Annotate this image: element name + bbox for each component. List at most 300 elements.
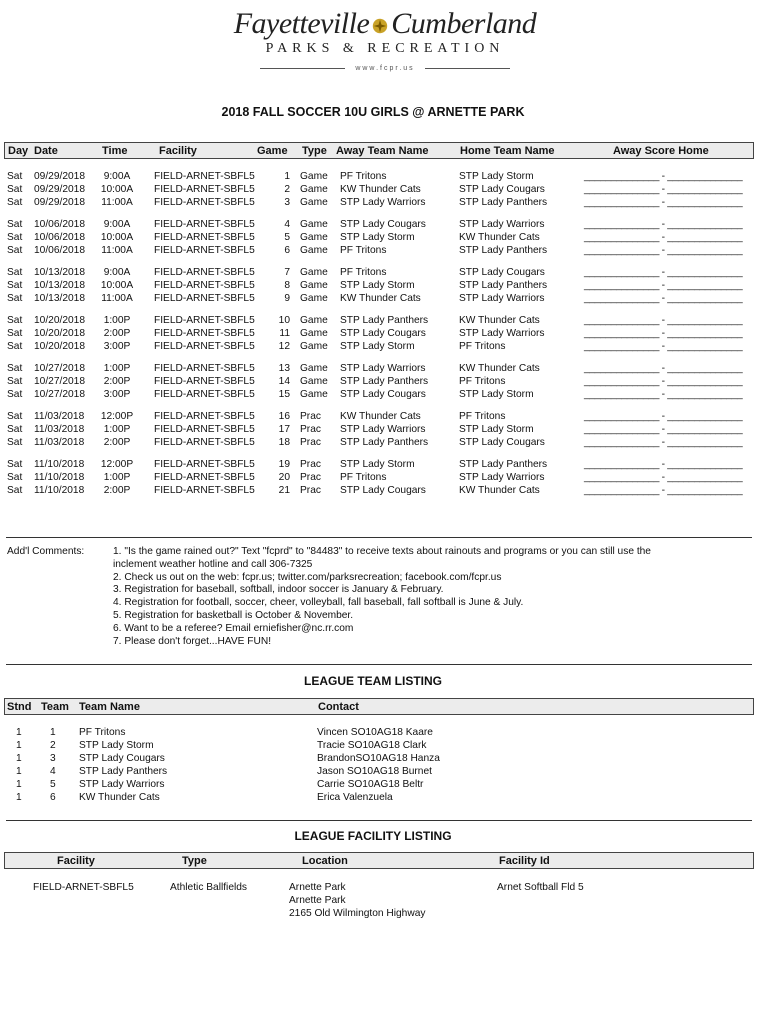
cell-day: Sat — [7, 424, 23, 435]
cell-day: Sat — [7, 341, 23, 352]
logo-subtitle: PARKS & RECREATION — [265, 41, 505, 56]
cell-game: 3 — [284, 197, 290, 208]
cell-time: 2:00P — [103, 485, 131, 496]
facility-location-1: Arnette Park — [289, 882, 346, 893]
cell-home: KW Thunder Cats — [459, 485, 540, 496]
table-row — [0, 340, 770, 353]
cell-away: STP Lady Panthers — [340, 315, 429, 326]
table-row — [0, 218, 770, 231]
divider — [6, 537, 752, 538]
score-blank: ______________ - ______________ — [584, 437, 743, 448]
cell-away: STP Lady Warriors — [340, 363, 426, 374]
cell-game: 2 — [284, 184, 290, 195]
cell-date: 11/03/2018 — [34, 437, 85, 448]
cell-time: 11:00A — [101, 293, 133, 304]
cell-home: STP Lady Warriors — [459, 472, 545, 483]
cell-date: 10/06/2018 — [34, 219, 85, 230]
cell-facility: FIELD-ARNET-SBFL5 — [154, 459, 255, 470]
cell-game: 12 — [278, 341, 290, 352]
cell-type: Prac — [300, 472, 321, 483]
col-contact: Contact — [318, 701, 359, 713]
cell-home: STP Lady Storm — [459, 171, 534, 182]
cell-home: KW Thunder Cats — [459, 232, 540, 243]
cell-date: 11/10/2018 — [34, 459, 85, 470]
cell-home: STP Lady Warriors — [459, 293, 545, 304]
game-week-group — [0, 218, 770, 257]
table-row — [0, 484, 770, 497]
cell-type: Game — [300, 293, 328, 304]
cell-away: STP Lady Storm — [340, 280, 415, 291]
cell-away: STP Lady Cougars — [340, 219, 426, 230]
cell-game: 19 — [278, 459, 290, 470]
cell-day: Sat — [7, 184, 23, 195]
cell-home: STP Lady Cougars — [459, 267, 545, 278]
comment-line: 1. "Is the game rained out?" Text "fcprd" to "84483" to receive texts about rainouts and programs or you can still use the — [113, 546, 651, 557]
score-blank: ______________ - ______________ — [584, 341, 743, 352]
table-row — [0, 388, 770, 401]
cell-facility: FIELD-ARNET-SBFL5 — [154, 232, 255, 243]
cell-facility: FIELD-ARNET-SBFL5 — [154, 376, 255, 387]
col-type: Type — [302, 145, 327, 157]
cell-stnd: 1 — [16, 779, 22, 790]
cell-home: STP Lady Panthers — [459, 459, 548, 470]
cell-time: 10:00A — [100, 280, 134, 291]
cell-day: Sat — [7, 280, 23, 291]
agency-logo — [0, 8, 770, 74]
comments-list — [113, 546, 673, 648]
cell-facility: FIELD-ARNET-SBFL5 — [154, 293, 255, 304]
cell-stnd: 1 — [16, 792, 22, 803]
table-row — [0, 170, 770, 183]
score-blank: ______________ - ______________ — [584, 197, 743, 208]
score-blank: ______________ - ______________ — [584, 184, 743, 195]
cell-home: PF Tritons — [459, 376, 506, 387]
divider — [6, 664, 752, 665]
score-blank: ______________ - ______________ — [584, 459, 743, 470]
cell-time: 12:00P — [100, 459, 134, 470]
cell-date: 10/20/2018 — [34, 315, 85, 326]
facility-listing-title: LEAGUE FACILITY LISTING — [294, 829, 452, 843]
table-row — [0, 436, 770, 449]
cell-time: 11:00A — [101, 197, 133, 208]
cell-contact: Vincen SO10AG18 Kaare — [317, 727, 433, 738]
cell-date: 10/06/2018 — [34, 245, 85, 256]
cell-contact: Erica Valenzuela — [317, 792, 393, 803]
cell-team: 5 — [50, 779, 56, 790]
cell-away: PF Tritons — [340, 472, 387, 483]
cell-day: Sat — [7, 485, 23, 496]
cell-game: 1 — [284, 171, 290, 182]
cell-type: Prac — [300, 459, 321, 470]
cell-home: STP Lady Storm — [459, 389, 534, 400]
score-blank: ______________ - ______________ — [584, 245, 743, 256]
table-row — [0, 458, 770, 471]
cell-day: Sat — [7, 411, 23, 422]
cell-date: 10/27/2018 — [34, 376, 85, 387]
fleur-emblem-icon — [371, 17, 389, 35]
table-row — [0, 292, 770, 305]
score-blank: ______________ - ______________ — [584, 267, 743, 278]
cell-facility: FIELD-ARNET-SBFL5 — [154, 472, 255, 483]
cell-away: STP Lady Panthers — [340, 437, 429, 448]
cell-name: PF Tritons — [79, 727, 126, 738]
divider — [6, 820, 752, 821]
table-row — [0, 471, 770, 484]
cell-facility: FIELD-ARNET-SBFL5 — [154, 341, 255, 352]
logo-word-left: Fayetteville — [233, 7, 370, 40]
game-week-group — [0, 458, 770, 497]
cell-away: STP Lady Storm — [340, 459, 415, 470]
cell-date: 10/13/2018 — [34, 267, 85, 278]
cell-date: 09/29/2018 — [34, 171, 85, 182]
logo-word-right: Cumberland — [391, 7, 537, 40]
col-game: Game — [257, 145, 288, 157]
cell-day: Sat — [7, 376, 23, 387]
cell-time: 1:00P — [103, 363, 131, 374]
comment-line: 6. Want to be a referee? Email erniefisher@nc.rr.com — [113, 622, 354, 634]
col-facility-id: Facility Id — [499, 855, 550, 867]
cell-away: STP Lady Warriors — [340, 197, 426, 208]
cell-away: STP Lady Cougars — [340, 485, 426, 496]
cell-name: STP Lady Panthers — [79, 766, 168, 777]
cell-away: STP Lady Panthers — [340, 376, 429, 387]
col-away: Away Team Name — [336, 145, 429, 157]
cell-day: Sat — [7, 315, 23, 326]
score-blank: ______________ - ______________ — [584, 219, 743, 230]
table-row — [0, 778, 770, 791]
team-listing-table — [0, 726, 770, 804]
facility-id: Arnet Softball Fld 5 — [497, 882, 584, 893]
game-week-group — [0, 362, 770, 401]
cell-type: Game — [300, 197, 328, 208]
cell-name: KW Thunder Cats — [79, 792, 160, 803]
cell-type: Game — [300, 363, 328, 374]
cell-facility: FIELD-ARNET-SBFL5 — [154, 328, 255, 339]
cell-date: 11/10/2018 — [34, 485, 85, 496]
cell-game: 9 — [284, 293, 290, 304]
cell-home: KW Thunder Cats — [459, 315, 540, 326]
cell-game: 20 — [278, 472, 290, 483]
cell-contact: Tracie SO10AG18 Clark — [317, 740, 427, 751]
cell-type: Game — [300, 376, 328, 387]
cell-type: Game — [300, 328, 328, 339]
facility-type: Athletic Ballfields — [170, 882, 248, 893]
cell-type: Game — [300, 219, 328, 230]
cell-home: STP Lady Cougars — [459, 184, 545, 195]
cell-home: STP Lady Warriors — [459, 328, 545, 339]
col-facility-type: Type — [182, 855, 207, 867]
score-blank: ______________ - ______________ — [584, 472, 743, 483]
table-row — [0, 244, 770, 257]
facility-location-2: Arnette Park — [289, 895, 346, 906]
cell-game: 7 — [284, 267, 290, 278]
table-row — [0, 231, 770, 244]
cell-time: 11:00A — [101, 245, 133, 256]
cell-game: 14 — [278, 376, 290, 387]
table-row — [0, 375, 770, 388]
cell-facility: FIELD-ARNET-SBFL5 — [154, 171, 255, 182]
col-team: Team — [41, 701, 69, 713]
cell-time: 1:00P — [103, 472, 131, 483]
cell-away: STP Lady Storm — [340, 341, 415, 352]
cell-time: 2:00P — [103, 437, 131, 448]
col-stnd: Stnd — [7, 701, 32, 713]
cell-day: Sat — [7, 293, 23, 304]
cell-facility: FIELD-ARNET-SBFL5 — [154, 245, 255, 256]
table-row — [0, 410, 770, 423]
cell-facility: FIELD-ARNET-SBFL5 — [154, 411, 255, 422]
col-score: Away Score Home — [613, 145, 709, 157]
schedule-table — [0, 170, 770, 506]
table-row — [0, 765, 770, 778]
cell-home: KW Thunder Cats — [459, 363, 540, 374]
score-blank: ______________ - ______________ — [584, 293, 743, 304]
table-row — [0, 726, 770, 739]
cell-day: Sat — [7, 437, 23, 448]
cell-home: STP Lady Panthers — [459, 280, 548, 291]
team-listing-header — [4, 698, 754, 715]
table-row — [0, 362, 770, 375]
col-location: Location — [302, 855, 348, 867]
cell-away: PF Tritons — [340, 245, 387, 256]
cell-contact: Jason SO10AG18 Burnet — [317, 766, 432, 777]
cell-team: 3 — [50, 753, 56, 764]
cell-date: 10/13/2018 — [34, 280, 85, 291]
score-blank: ______________ - ______________ — [584, 363, 743, 374]
cell-type: Game — [300, 389, 328, 400]
schedule-header — [4, 142, 754, 159]
cell-game: 5 — [284, 232, 290, 243]
score-blank: ______________ - ______________ — [584, 232, 743, 243]
cell-day: Sat — [7, 171, 23, 182]
comment-line: 2. Check us out on the web: fcpr.us; twitter.com/parksrecreation; facebook.com/fcpr.us — [113, 571, 502, 583]
cell-time: 1:00P — [103, 315, 131, 326]
logo-wordmark — [0, 8, 770, 40]
cell-home: PF Tritons — [459, 411, 506, 422]
cell-team: 2 — [50, 740, 56, 751]
cell-time: 9:00A — [103, 267, 131, 278]
cell-game: 13 — [278, 363, 290, 374]
cell-type: Prac — [300, 411, 321, 422]
cell-stnd: 1 — [16, 740, 22, 751]
cell-home: STP Lady Panthers — [459, 197, 548, 208]
cell-team: 6 — [50, 792, 56, 803]
table-row — [0, 183, 770, 196]
game-week-group — [0, 170, 770, 209]
cell-time: 10:00A — [100, 232, 134, 243]
col-day: Day — [8, 145, 29, 157]
cell-time: 3:00P — [103, 389, 131, 400]
cell-facility: FIELD-ARNET-SBFL5 — [154, 315, 255, 326]
comment-line: 7. Please don't forget...HAVE FUN! — [113, 635, 272, 647]
score-blank: ______________ - ______________ — [584, 389, 743, 400]
table-row — [0, 279, 770, 292]
cell-away: KW Thunder Cats — [340, 184, 421, 195]
cell-game: 10 — [278, 315, 290, 326]
table-row — [0, 266, 770, 279]
cell-date: 09/29/2018 — [34, 184, 85, 195]
cell-date: 10/06/2018 — [34, 232, 85, 243]
cell-game: 17 — [278, 424, 290, 435]
cell-home: STP Lady Panthers — [459, 245, 548, 256]
cell-day: Sat — [7, 232, 23, 243]
game-week-group — [0, 266, 770, 305]
comment-line: inclement weather hotline and call 306-7325 — [113, 558, 313, 570]
cell-type: Game — [300, 171, 328, 182]
cell-time: 2:00P — [103, 376, 131, 387]
team-listing-title: LEAGUE TEAM LISTING — [304, 674, 442, 688]
cell-time: 9:00A — [103, 171, 131, 182]
cell-day: Sat — [7, 328, 23, 339]
cell-home: STP Lady Cougars — [459, 437, 545, 448]
score-blank: ______________ - ______________ — [584, 315, 743, 326]
cell-away: KW Thunder Cats — [340, 293, 421, 304]
cell-away: KW Thunder Cats — [340, 411, 421, 422]
col-date: Date — [34, 145, 58, 157]
cell-away: STP Lady Warriors — [340, 424, 426, 435]
table-row — [0, 327, 770, 340]
score-blank: ______________ - ______________ — [584, 411, 743, 422]
cell-time: 10:00A — [100, 184, 134, 195]
cell-time: 1:00P — [103, 424, 131, 435]
cell-name: STP Lady Warriors — [79, 779, 165, 790]
cell-game: 18 — [278, 437, 290, 448]
facility-name: FIELD-ARNET-SBFL5 — [33, 882, 134, 893]
cell-game: 21 — [278, 485, 290, 496]
game-week-group — [0, 314, 770, 353]
cell-type: Prac — [300, 424, 321, 435]
cell-game: 15 — [278, 389, 290, 400]
table-row — [0, 739, 770, 752]
cell-facility: FIELD-ARNET-SBFL5 — [154, 219, 255, 230]
table-row — [0, 423, 770, 436]
cell-day: Sat — [7, 389, 23, 400]
cell-away: STP Lady Cougars — [340, 389, 426, 400]
cell-type: Game — [300, 267, 328, 278]
cell-contact: BrandonSO10AG18 Hanza — [317, 753, 440, 764]
cell-name: STP Lady Cougars — [79, 753, 165, 764]
cell-date: 10/20/2018 — [34, 341, 85, 352]
cell-time: 9:00A — [103, 219, 131, 230]
cell-date: 10/20/2018 — [34, 328, 85, 339]
score-blank: ______________ - ______________ — [584, 280, 743, 291]
cell-game: 16 — [278, 411, 290, 422]
cell-day: Sat — [7, 472, 23, 483]
cell-type: Prac — [300, 437, 321, 448]
cell-team: 4 — [50, 766, 56, 777]
cell-facility: FIELD-ARNET-SBFL5 — [154, 280, 255, 291]
cell-facility: FIELD-ARNET-SBFL5 — [154, 363, 255, 374]
cell-team: 1 — [50, 727, 56, 738]
cell-facility: FIELD-ARNET-SBFL5 — [154, 267, 255, 278]
cell-day: Sat — [7, 219, 23, 230]
table-row — [0, 314, 770, 327]
cell-game: 8 — [284, 280, 290, 291]
table-row — [0, 752, 770, 765]
score-blank: ______________ - ______________ — [584, 376, 743, 387]
col-facility: Facility — [159, 145, 197, 157]
cell-type: Game — [300, 315, 328, 326]
cell-time: 2:00P — [103, 328, 131, 339]
cell-type: Game — [300, 184, 328, 195]
cell-away: STP Lady Storm — [340, 232, 415, 243]
cell-type: Game — [300, 341, 328, 352]
cell-date: 11/03/2018 — [34, 411, 85, 422]
cell-facility: FIELD-ARNET-SBFL5 — [154, 184, 255, 195]
cell-contact: Carrie SO10AG18 Beltr — [317, 779, 424, 790]
cell-stnd: 1 — [16, 766, 22, 777]
cell-day: Sat — [7, 459, 23, 470]
cell-away: PF Tritons — [340, 267, 387, 278]
cell-day: Sat — [7, 245, 23, 256]
table-row — [0, 196, 770, 209]
logo-rule-left — [260, 68, 345, 69]
cell-day: Sat — [7, 197, 23, 208]
cell-type: Prac — [300, 485, 321, 496]
page-title: 2018 FALL SOCCER 10U GIRLS @ ARNETTE PARK — [221, 105, 525, 119]
cell-date: 10/27/2018 — [34, 363, 85, 374]
game-week-group — [0, 410, 770, 449]
cell-type: Game — [300, 280, 328, 291]
col-time: Time — [102, 145, 128, 157]
cell-date: 09/29/2018 — [34, 197, 85, 208]
cell-home: PF Tritons — [459, 341, 506, 352]
cell-type: Game — [300, 232, 328, 243]
cell-date: 10/13/2018 — [34, 293, 85, 304]
col-facility-name: Facility — [57, 855, 95, 867]
score-blank: ______________ - ______________ — [584, 485, 743, 496]
comments-label: Add'l Comments: — [7, 546, 85, 557]
facility-location-3: 2165 Old Wilmington Highway — [289, 908, 426, 919]
cell-time: 3:00P — [103, 341, 131, 352]
cell-date: 11/10/2018 — [34, 472, 85, 483]
cell-game: 4 — [284, 219, 290, 230]
cell-facility: FIELD-ARNET-SBFL5 — [154, 485, 255, 496]
table-row — [0, 791, 770, 804]
logo-rule-right — [425, 68, 510, 69]
score-blank: ______________ - ______________ — [584, 171, 743, 182]
cell-type: Game — [300, 245, 328, 256]
cell-facility: FIELD-ARNET-SBFL5 — [154, 197, 255, 208]
cell-facility: FIELD-ARNET-SBFL5 — [154, 389, 255, 400]
facility-listing-header — [4, 852, 754, 869]
comment-line: 4. Registration for football, soccer, cheer, volleyball, fall baseball, fall softball is June & July. — [113, 597, 524, 609]
col-home: Home Team Name — [460, 145, 555, 157]
logo-url-row — [260, 62, 510, 74]
cell-name: STP Lady Storm — [79, 740, 154, 751]
cell-home: STP Lady Warriors — [459, 219, 545, 230]
cell-game: 6 — [284, 245, 290, 256]
col-team-name: Team Name — [79, 701, 140, 713]
score-blank: ______________ - ______________ — [584, 424, 743, 435]
score-blank: ______________ - ______________ — [584, 328, 743, 339]
cell-day: Sat — [7, 363, 23, 374]
cell-day: Sat — [7, 267, 23, 278]
cell-date: 10/27/2018 — [34, 389, 85, 400]
cell-game: 11 — [279, 328, 290, 339]
cell-stnd: 1 — [16, 753, 22, 764]
cell-stnd: 1 — [16, 727, 22, 738]
facility-row — [0, 882, 770, 932]
comment-line: 3. Registration for baseball, softball, indoor soccer is January & February. — [113, 584, 444, 596]
comment-line: 5. Registration for basketball is October & November. — [113, 609, 354, 621]
cell-facility: FIELD-ARNET-SBFL5 — [154, 424, 255, 435]
cell-home: STP Lady Storm — [459, 424, 534, 435]
cell-date: 11/03/2018 — [34, 424, 85, 435]
cell-away: PF Tritons — [340, 171, 387, 182]
cell-time: 12:00P — [100, 411, 134, 422]
logo-url: www.fcpr.us — [355, 65, 415, 72]
